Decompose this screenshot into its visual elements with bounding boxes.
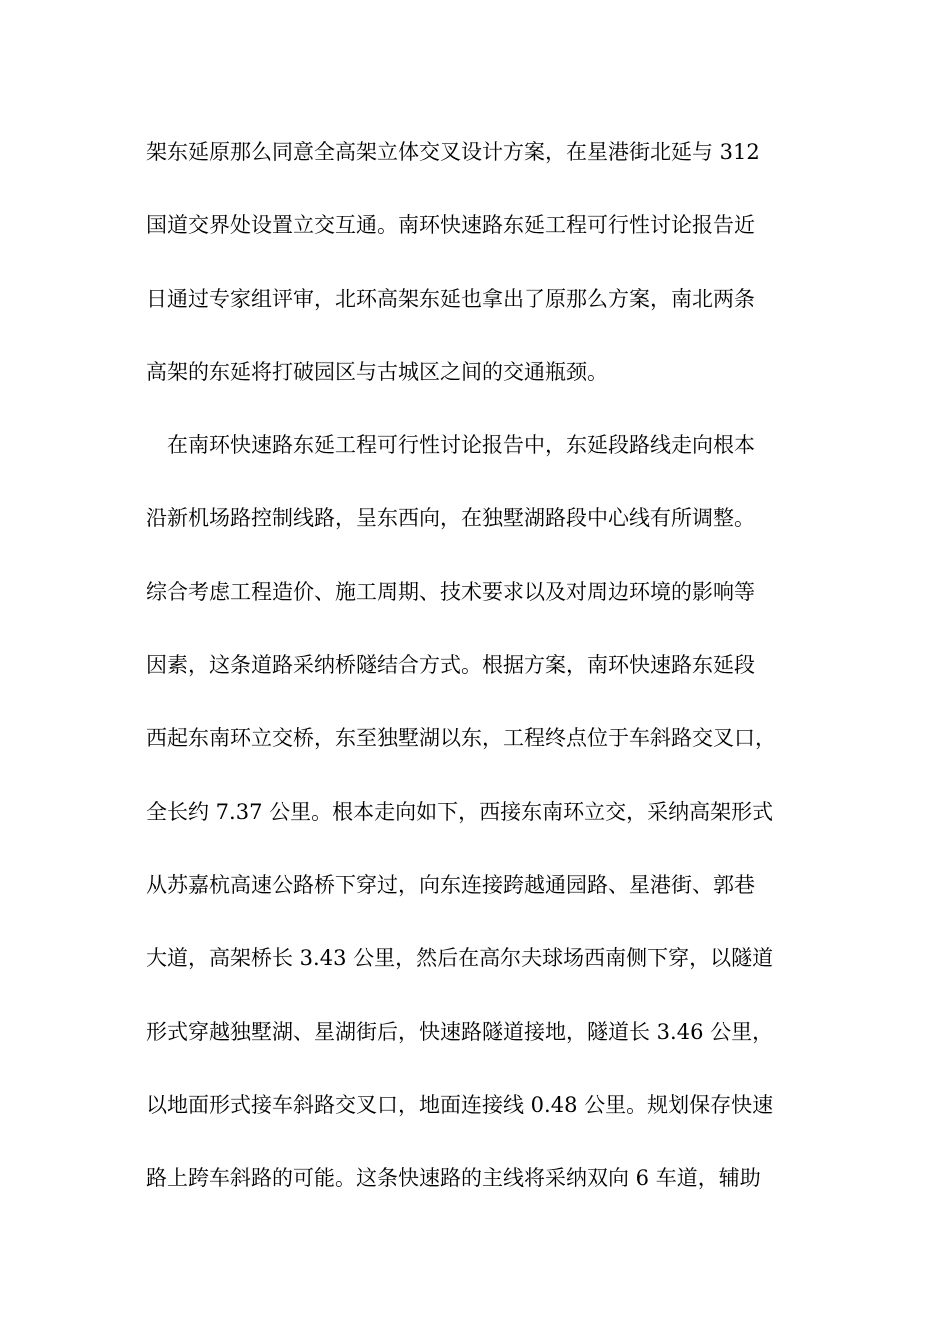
text-line: 架东延原那么同意全高架立体交叉设计方案，在星港街北延与 312 xyxy=(146,140,760,164)
text-line: 沿新机场路控制线路，呈东西向，在独墅湖路段中心线有所调整。 xyxy=(146,506,755,531)
text-line: 因素，这条道路采纳桥隧结合方式。根据方案，南环快速路东延段 xyxy=(146,653,755,678)
text-line: 大道，高架桥长 3.43 公里，然后在高尔夫球场西南侧下穿，以隧道 xyxy=(146,946,774,971)
text-line: 西起东南环立交桥，东至独墅湖以东，工程终点位于车斜路交叉口， xyxy=(146,726,776,751)
text-line: 以地面形式接车斜路交叉口，地面连接线 0.48 公里。规划保存快速 xyxy=(146,1092,774,1117)
text-line: 国道交界处设置立交互通。南环快速路东延工程可行性讨论报告近 xyxy=(146,213,755,238)
text-line: 综合考虑工程造价、施工周期、技术要求以及对周边环境的影响等 xyxy=(146,579,755,604)
paragraph-start-line: 在南环快速路东延工程可行性讨论报告中，东延段路线走向根本 xyxy=(167,433,755,458)
text-line: 形式穿越独墅湖、星湖街后，快速路隧道接地，隧道长 3.46 公里， xyxy=(146,1019,774,1044)
text-line: 日通过专家组评审，北环高架东延也拿出了原那么方案，南北两条 xyxy=(146,286,755,311)
text-line: 高架的东延将打破园区与古城区之间的交通瓶颈。 xyxy=(146,359,608,384)
text-line: 从苏嘉杭高速公路桥下穿过，向东连接跨越通园路、星港街、郭巷 xyxy=(146,872,755,897)
body-text xyxy=(146,130,806,1229)
text-line: 全长约 7.37 公里。根本走向如下，西接东南环立交，采纳高架形式 xyxy=(146,799,774,824)
text-line: 路上跨车斜路的可能。这条快速路的主线将采纳双向 6 车道，辅助 xyxy=(146,1166,761,1191)
